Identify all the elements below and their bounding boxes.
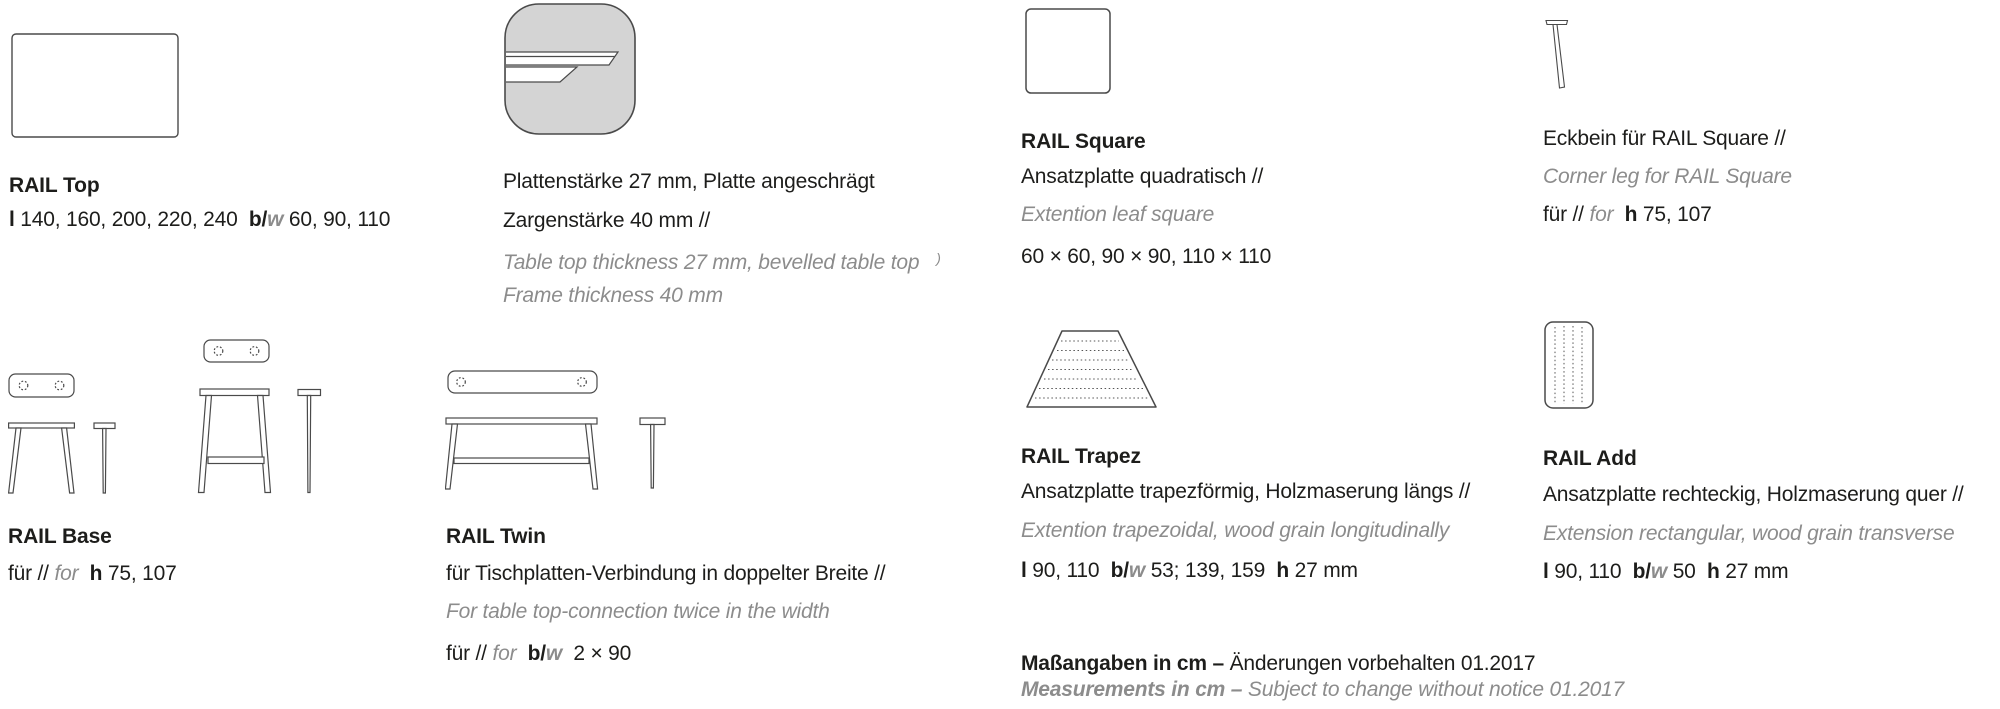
top-detail-line-de-2: Zargenstärke 40 mm // bbox=[503, 209, 711, 232]
rail-trapez-line-en: Extention trapezoidal, wood grain longitudinally bbox=[1021, 519, 1450, 542]
rail-add-line-en: Extension rectangular, wood grain transverse bbox=[1543, 522, 1955, 545]
trapezoid-leaf-drawing bbox=[1025, 329, 1159, 410]
rail-twin-trestle-drawing bbox=[445, 358, 675, 493]
corner-leg-line-en: Corner leg for RAIL Square bbox=[1543, 165, 1792, 188]
rail-top-title: RAIL Top bbox=[9, 174, 100, 197]
rail-twin-line-en: For table top-connection twice in the width bbox=[446, 600, 830, 623]
rail-base-title: RAIL Base bbox=[8, 525, 112, 548]
rail-add-title: RAIL Add bbox=[1543, 447, 1637, 470]
top-detail-line-en-1: Table top thickness 27 mm, bevelled table top ) bbox=[503, 250, 941, 274]
rail-square-dimensions: 60 × 60, 90 × 90, 110 × 110 bbox=[1021, 245, 1272, 268]
rail-twin-line-de: für Tischplatten-Verbindung in doppelter Breite // bbox=[446, 562, 886, 585]
rail-square-title: RAIL Square bbox=[1021, 130, 1146, 153]
rectangular-leaf-drawing bbox=[1544, 321, 1594, 409]
rail-square-line-de: Ansatzplatte quadratisch // bbox=[1021, 165, 1264, 188]
rail-square-line-en: Extention leaf square bbox=[1021, 203, 1215, 226]
corner-leg-spec-line: für // for h 75, 107 bbox=[1543, 203, 1712, 226]
rail-base-legs-drawing bbox=[8, 335, 323, 497]
rail-trapez-title: RAIL Trapez bbox=[1021, 445, 1141, 468]
footer-note-en: Measurements in cm – Subject to change without notice 01.2017 bbox=[1021, 678, 1625, 701]
top-detail-line-en-2: Frame thickness 40 mm bbox=[503, 284, 723, 307]
rail-top-spec-line: l 140, 160, 200, 220, 240 b/w 60, 90, 110 bbox=[9, 208, 391, 231]
square-leaf-outline-drawing bbox=[1025, 8, 1111, 94]
bevelled-edge-detail-icon bbox=[504, 3, 636, 135]
rail-base-spec-line: für // for h 75, 107 bbox=[8, 562, 177, 585]
corner-leg-line-de: Eckbein für RAIL Square // bbox=[1543, 127, 1786, 150]
rail-trapez-spec-line: l 90, 110 b/w 53; 139, 159 h 27 mm bbox=[1021, 559, 1358, 582]
rail-twin-spec-line: für // for b/w 2 × 90 bbox=[446, 642, 632, 665]
rail-add-line-de: Ansatzplatte rechteckig, Holzmaserung quer // bbox=[1543, 483, 1964, 506]
rail-add-spec-line: l 90, 110 b/w 50 h 27 mm bbox=[1543, 560, 1789, 583]
rail-trapez-line-de: Ansatzplatte trapezförmig, Holzmaserung längs // bbox=[1021, 480, 1471, 503]
table-top-outline-drawing bbox=[11, 33, 179, 138]
corner-leg-drawing bbox=[1543, 17, 1573, 92]
rail-twin-title: RAIL Twin bbox=[446, 525, 546, 548]
top-detail-line-de-1: Plattenstärke 27 mm, Platte angeschrägt bbox=[503, 170, 875, 193]
footer-note-de: Maßangaben in cm – Änderungen vorbehalten 01.2017 bbox=[1021, 652, 1536, 675]
